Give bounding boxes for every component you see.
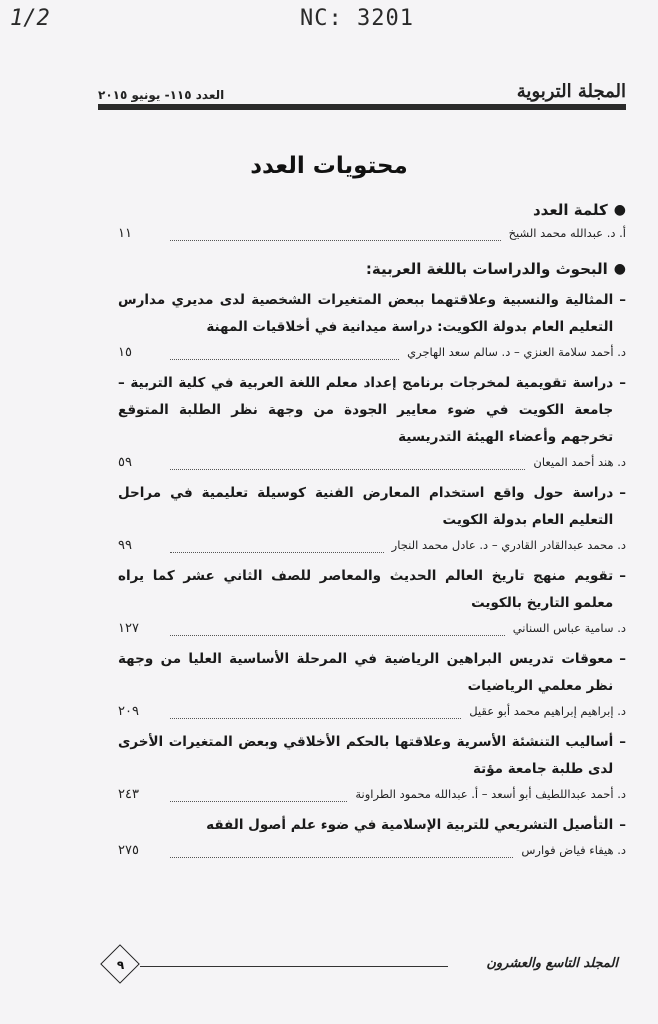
entry-page: ٢٧٥ [118,843,139,858]
article-title: أساليب التنشئة الأسرية وعلاقتها بالحكم الأخلاقي وبعض المتغيرات الأخرى لدى طلبة جامعة مؤتة [118,734,614,777]
footer-rule [140,966,448,967]
entry-author: د. هيفاء فياض فوارس [521,843,626,857]
toc-entry [118,480,626,557]
dash-icon: – [619,651,626,667]
article-title-row [118,287,626,341]
page-footer [98,948,618,984]
entry-author: د. أحمد عبداللطيف أبو أسعد – أ. عبدالله محمود الطراونة [355,787,626,801]
dash-icon: – [619,292,626,308]
toc-entry [118,729,626,806]
dash-icon: – [619,375,626,391]
journal-name: المجلة التربوية [516,81,626,102]
article-author-row [118,783,626,806]
article-title-row [118,370,626,451]
article-title: دراسة تقويمية لمخرجات برنامج إعداد معلم اللغة العربية في كلية التربية – جامعة الكويت في ضوء معايير الجودة من وجهة نظر الطلبة المتوقع تخرجهم وأعضاء الهيئة التدريسية [118,375,614,445]
entry-page: ٢٠٩ [118,704,139,719]
entry-page: ١٢٧ [118,621,139,636]
entry-author: د. سامية عباس السناني [512,621,626,635]
header-rule [98,104,626,110]
page-number: ٩ [116,957,125,972]
dash-icon: – [619,734,626,750]
leader-dots [170,801,347,802]
leader-dots [170,718,461,719]
running-header [98,76,626,102]
entry-page: ٢٤٣ [118,787,139,802]
dash-icon: – [619,568,626,584]
dash-icon: – [619,485,626,501]
article-author-row [118,534,626,557]
section-heading-research [118,257,626,281]
leader-dots [170,240,501,241]
article-title-row [118,646,626,700]
entry-author: د. إبراهيم إبراهيم محمد أبو عقيل [469,704,626,718]
bullet-icon: ● [613,202,626,218]
entry-page: ٥٩ [118,455,132,470]
toc-entry [118,563,626,640]
section-heading-label: البحوث والدراسات باللغة العربية: [365,260,608,278]
section-heading-label: كلمة العدد [532,201,608,219]
article-title: معوقات تدريس البراهين الرياضية في المرحلة الأساسية العليا من وجهة نظر معلمي الرياضيات [118,651,614,694]
entry-author: أ. د. عبدالله محمد الشيخ [508,226,626,240]
article-author-row [118,839,626,862]
article-author-row [118,700,626,723]
entry-page: ١٥ [118,345,132,360]
leader-dots [170,857,513,858]
toc-entry [118,287,626,364]
entry-author: د. هند أحمد الميعان [533,455,626,469]
article-title-row [118,480,626,534]
bullet-icon: ● [613,261,626,277]
article-author-row [118,451,626,474]
article-author-row [118,617,626,640]
article-author-row [118,341,626,364]
issue-info: العدد ١١٥- يونيو ٢٠١٥ [98,88,225,102]
entry-author: د. أحمد سلامة العنزي – د. سالم سعد الهاجري [407,345,626,359]
article-title: تقويم منهج تاريخ العالم الحديث والمعاصر للصف الثاني عشر كما يراه معلمو التاريخ بالكويت [118,568,614,611]
article-title: دراسة حول واقع استخدام المعارض الفنية كوسيلة تعليمية في مراحل التعليم العام بدولة الكويت [118,485,614,528]
handwritten-page-mark: 1/2 [10,6,50,31]
leader-dots [170,635,505,636]
article-title: التأصيل التشريعي للتربية الإسلامية في ضوء علم أصول الفقه [206,817,614,833]
article-title-row [118,812,626,839]
article-title-row [118,729,626,783]
page-title: محتويات العدد [250,153,408,179]
section-heading-editorial [118,198,626,222]
leader-dots [170,552,384,553]
toc-entry-editorial [118,222,626,245]
article-title-row [118,563,626,617]
toc-entry [118,370,626,474]
leader-dots [170,359,399,360]
volume-label: المجلد التاسع والعشرون [486,956,618,971]
toc-entry [118,646,626,723]
toc-entry [118,812,626,862]
leader-dots [170,469,525,470]
dash-icon: – [619,817,626,833]
entry-page: ٩٩ [118,538,132,553]
article-title: المثالية والنسبية وعلاقتهما ببعض المتغيرات الشخصية لدى مديري مدارس التعليم العام بدولة الكويت: دراسة ميدانية في أخلاقيات المهنة [118,292,614,335]
entry-page: ١١ [118,226,132,241]
table-of-contents [118,198,626,862]
handwritten-catalog-number: NC: 3201 [300,6,414,31]
entry-author: د. محمد عبدالقادر القادري – د. عادل محمد النجار [391,538,626,552]
